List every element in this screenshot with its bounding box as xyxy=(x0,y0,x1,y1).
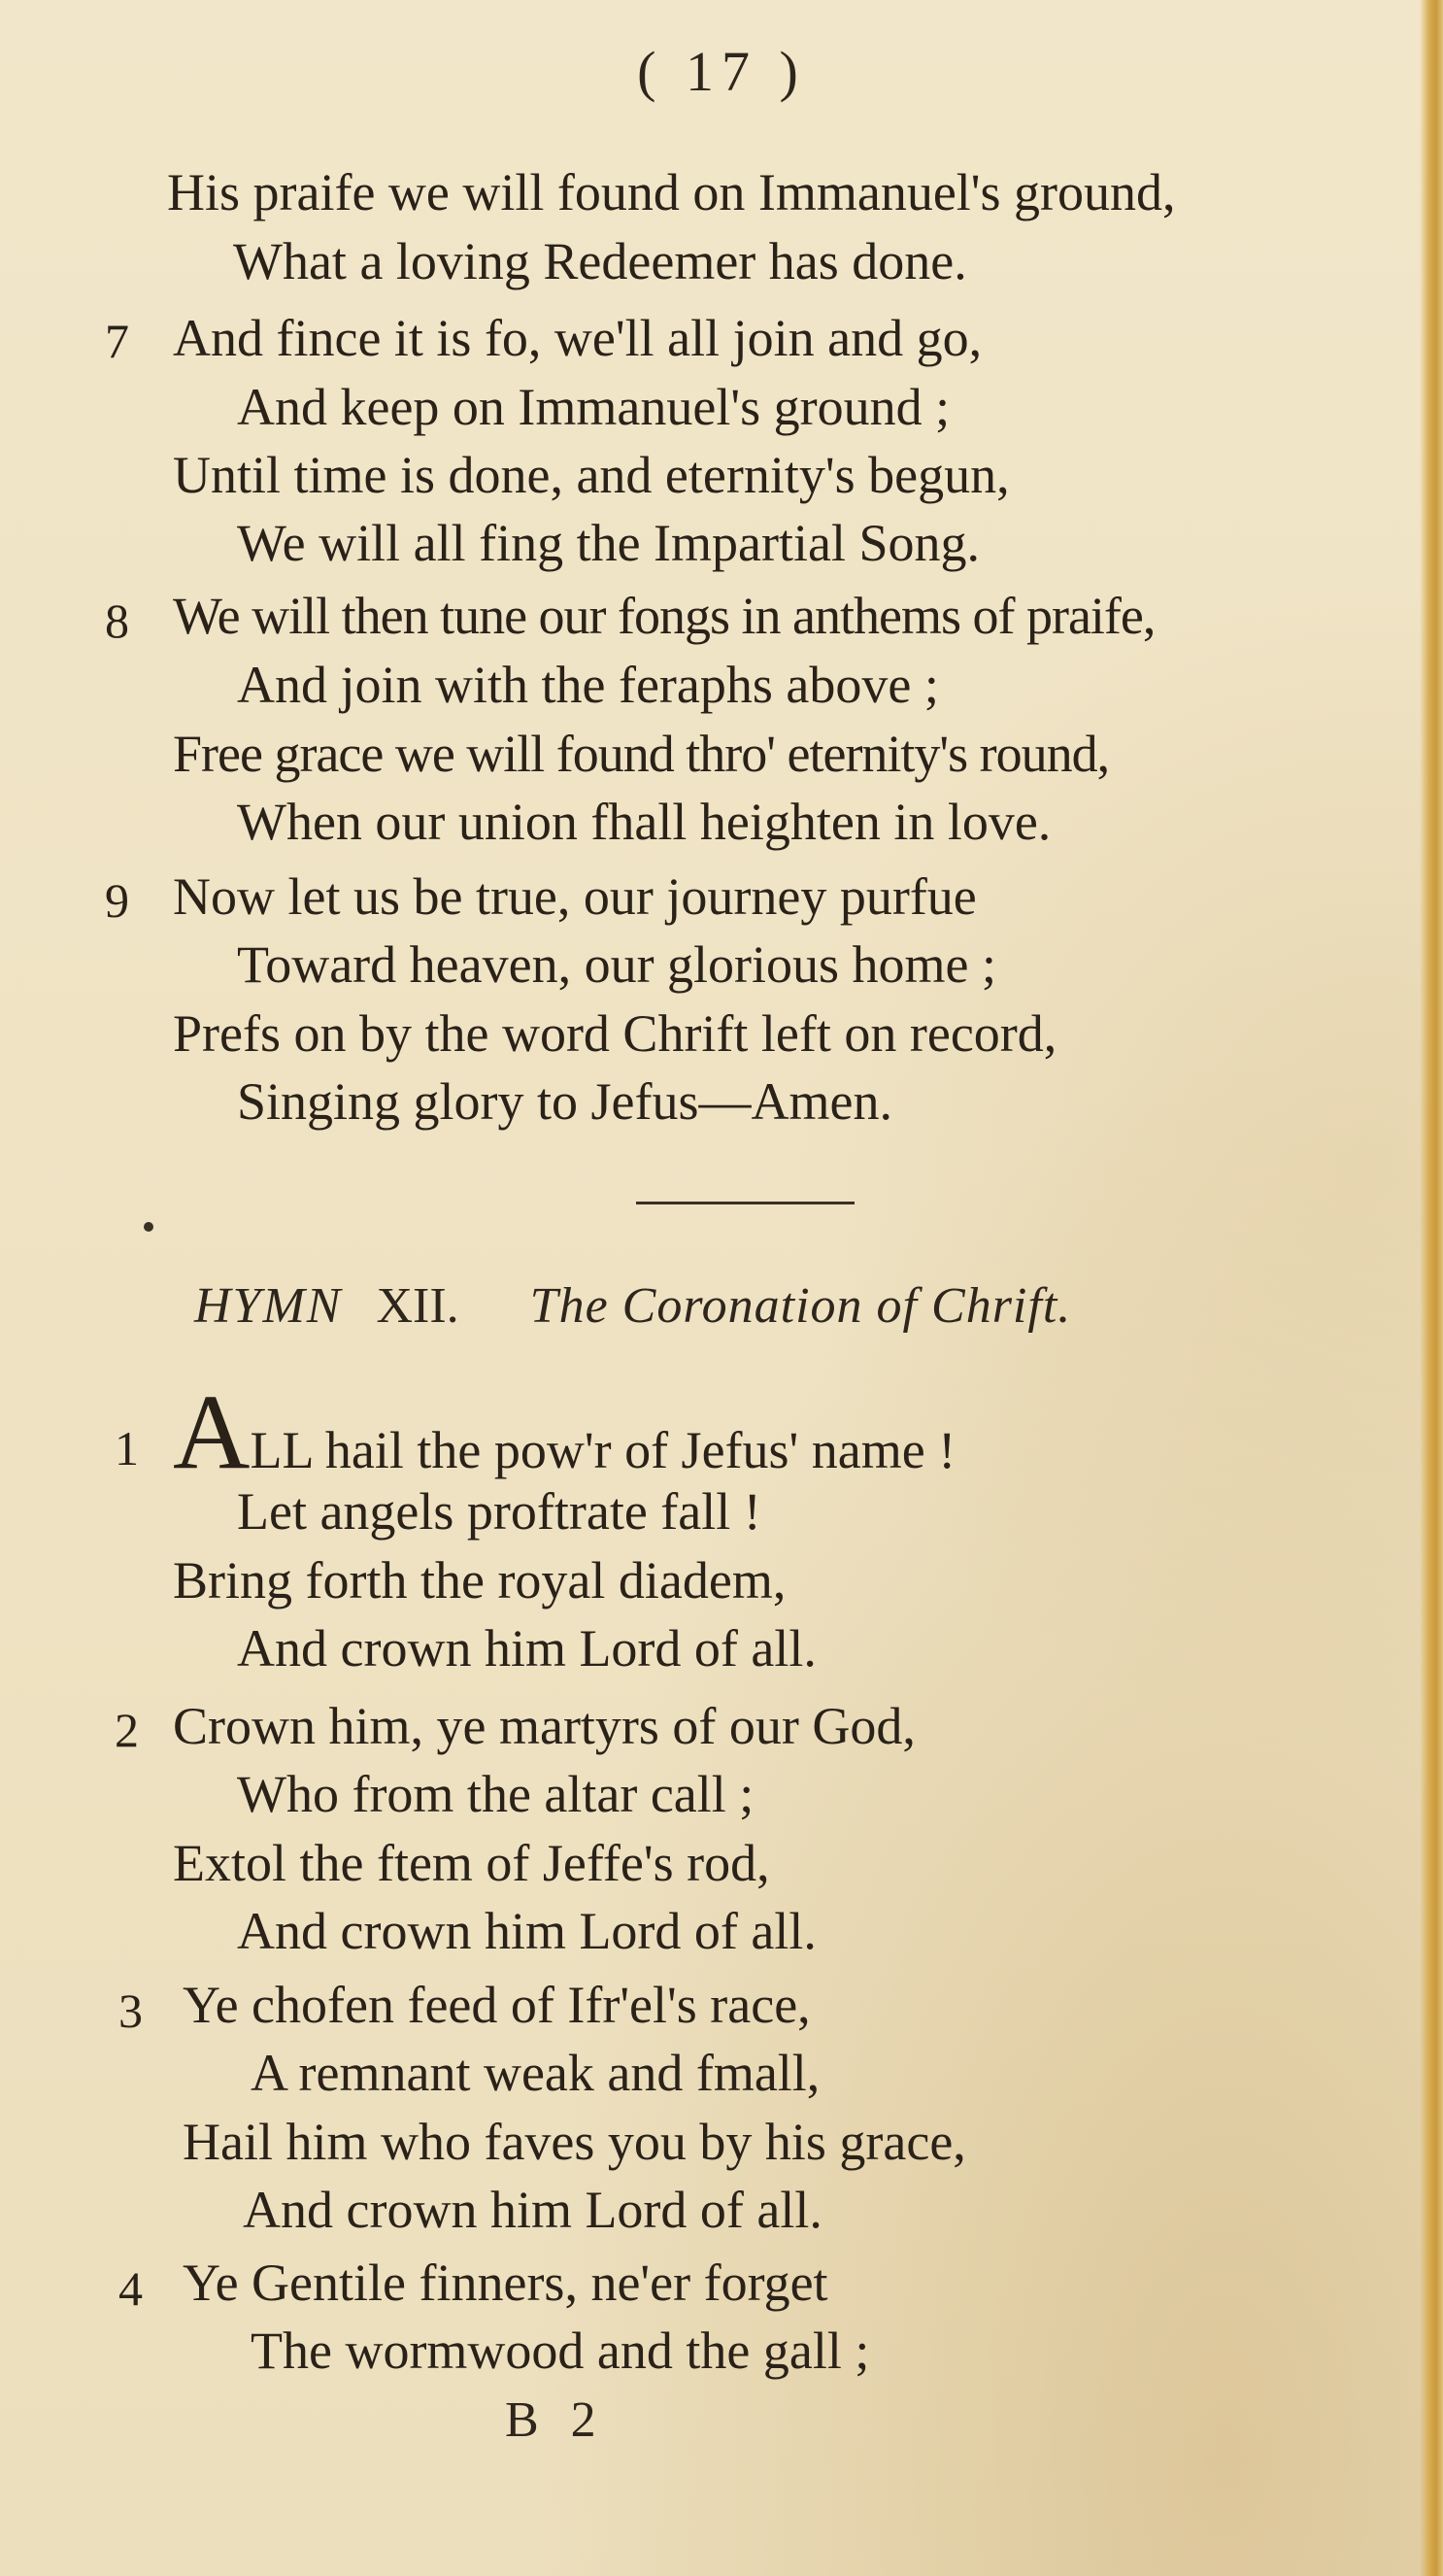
verse-line: Ye Gentile finners, ne'er forget xyxy=(183,2254,828,2312)
verse-line: We will then tune our fongs in anthems of praife, xyxy=(173,587,1156,645)
verse-line: What a loving Redeemer has done. xyxy=(233,232,967,290)
verse-line: A remnant weak and fmall, xyxy=(251,2044,821,2102)
verse-line: We will all fing the Impartial Song. xyxy=(237,514,980,572)
verse-line: Ye chofen feed of Ifr'el's race, xyxy=(183,1976,811,2034)
verse-line: Crown him, ye martyrs of our God, xyxy=(173,1697,916,1755)
verse-line xyxy=(173,1373,956,1491)
verse-line: Who from the altar call ; xyxy=(237,1765,755,1823)
verse-line: And fince it is fo, we'll all join and go, xyxy=(173,309,983,367)
page-number: ( 17 ) xyxy=(637,40,806,103)
verse-line: And crown him Lord of all. xyxy=(237,1902,817,1960)
verse-number: 4 xyxy=(118,2261,143,2316)
verse-number: 3 xyxy=(118,1983,143,2038)
verse-line: Singing glory to Jefus—Amen. xyxy=(237,1072,892,1131)
verse-line: The wormwood and the gall ; xyxy=(251,2322,870,2380)
verse-line: And crown him Lord of all. xyxy=(243,2181,822,2239)
verse-number: 2 xyxy=(115,1703,139,1757)
verse-line: His praife we will found on Immanuel's ground, xyxy=(167,163,1176,221)
verse-line: Toward heaven, our glorious home ; xyxy=(237,935,997,994)
verse-line: Bring forth the royal diadem, xyxy=(173,1551,787,1610)
verse-line: Extol the ftem of Jeffe's rod, xyxy=(173,1834,770,1892)
verse-line: And keep on Immanuel's ground ; xyxy=(237,378,951,436)
verse-number: 9 xyxy=(105,873,129,928)
page-edge xyxy=(1420,0,1443,2576)
ornament-dot xyxy=(144,1222,153,1232)
verse-line: Until time is done, and eternity's begun, xyxy=(173,446,1010,504)
verse-number: 8 xyxy=(105,593,129,648)
verse-line: And crown him Lord of all. xyxy=(237,1619,817,1678)
hymn-heading xyxy=(194,1277,1071,1335)
verse-line: Now let us be true, our journey purfue xyxy=(173,867,977,926)
signature-mark: B 2 xyxy=(505,2392,606,2448)
drop-cap: A xyxy=(173,1373,251,1491)
verse-line: Let angels proftrate fall ! xyxy=(237,1482,761,1541)
hymn-number: XII. xyxy=(376,1278,459,1334)
verse-line: And join with the feraphs above ; xyxy=(237,656,939,714)
hymn-title: The Coronation of Chrift. xyxy=(529,1278,1072,1334)
verse-line: Free grace we will found thro' eternity's round, xyxy=(173,725,1110,783)
hymn-label: HYMN xyxy=(194,1278,343,1334)
section-divider xyxy=(636,1202,855,1204)
verse-line-rest: LL hail the pow'r of Jefus' name ! xyxy=(250,1421,956,1479)
verse-number: 1 xyxy=(115,1421,139,1475)
verse-line: When our union fhall heighten in love. xyxy=(237,793,1052,851)
verse-number: 7 xyxy=(105,314,129,368)
verse-line: Prefs on by the word Chrift left on record, xyxy=(173,1004,1057,1063)
verse-line: Hail him who faves you by his grace, xyxy=(183,2113,966,2171)
